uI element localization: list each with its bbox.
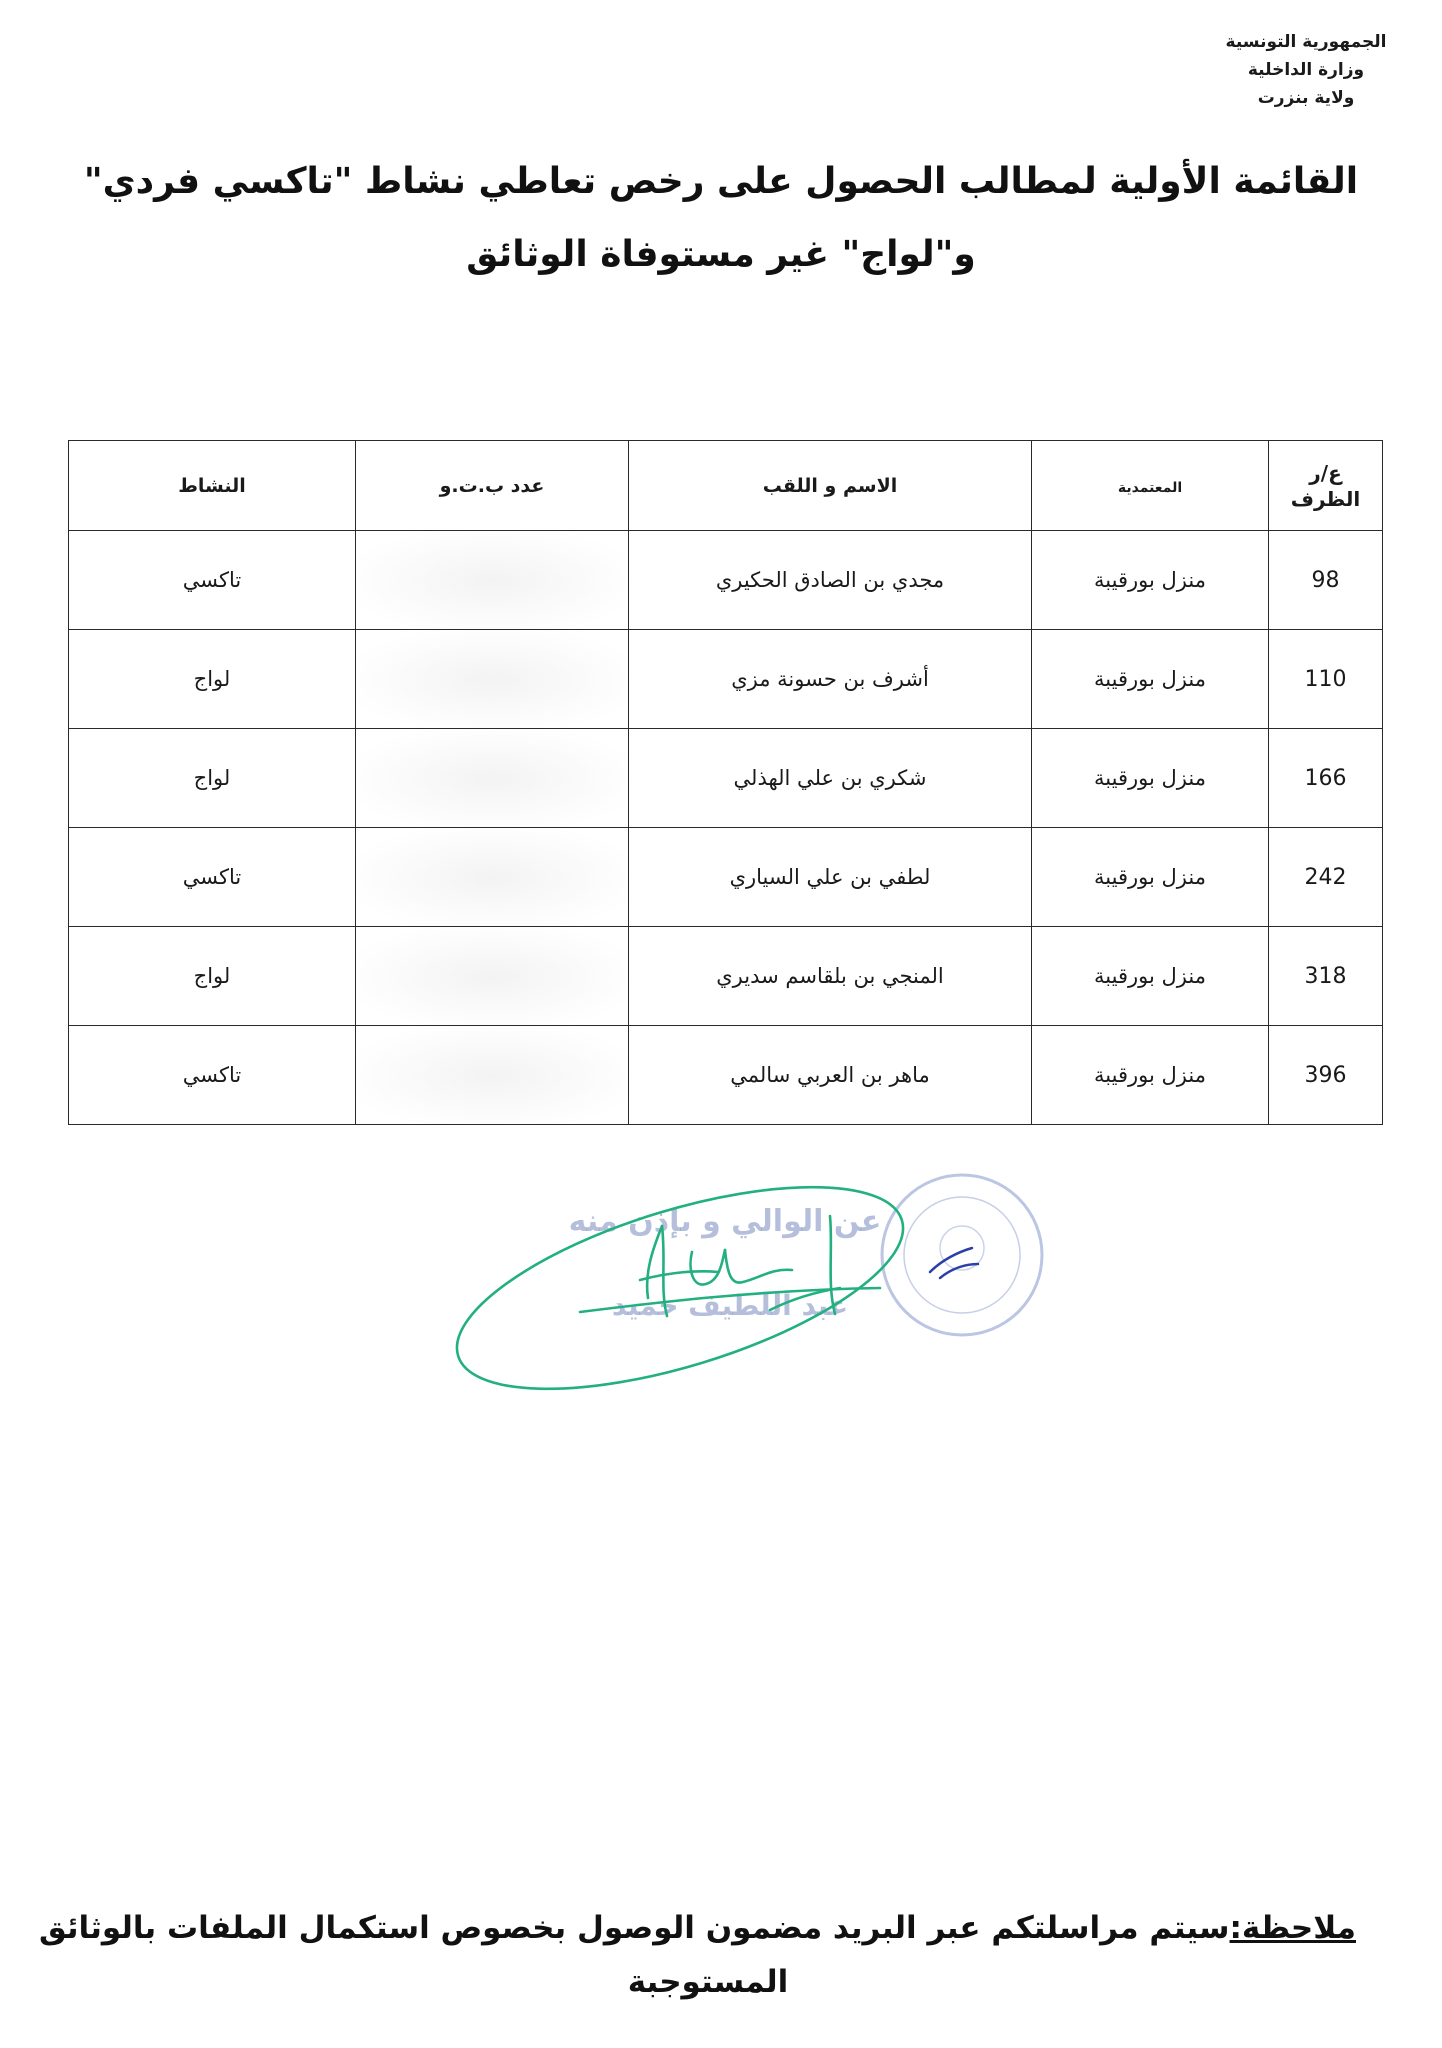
cell-envelope-number: 98: [1269, 531, 1383, 630]
cell-name: شكري بن علي الهذلي: [629, 729, 1032, 828]
cell-delegation: منزل بورقيبة: [1032, 1026, 1269, 1125]
cell-activity: لواج: [69, 927, 356, 1026]
cell-activity: تاكسي: [69, 828, 356, 927]
cell-id-redacted: [356, 927, 629, 1026]
note-label: ملاحظة:: [1229, 1910, 1356, 1946]
round-seal-icon: [882, 1175, 1042, 1335]
title-line-1: القائمة الأولية لمطالب الحصول على رخص تعاطي نشاط "تاكسي فردي": [83, 161, 1359, 202]
table-row: [69, 828, 1383, 927]
cell-delegation: منزل بورقيبة: [1032, 927, 1269, 1026]
header-name: الاسم و اللقب: [629, 441, 1032, 531]
table-row: [69, 927, 1383, 1026]
note-line-1: [38, 1901, 1356, 1955]
footer-note: [38, 1901, 1356, 2009]
header-activity: النشاط: [69, 441, 356, 531]
cell-activity: لواج: [69, 630, 356, 729]
cell-delegation: منزل بورقيبة: [1032, 828, 1269, 927]
cell-id-redacted: [356, 828, 629, 927]
cell-envelope-number: 318: [1269, 927, 1383, 1026]
governorate-name: ولاية بنزرت: [1257, 88, 1355, 108]
ministry-name: وزارة الداخلية: [1247, 60, 1365, 80]
cell-delegation: منزل بورقيبة: [1032, 531, 1269, 630]
table-header-row: [69, 441, 1383, 531]
applicants-table: [68, 440, 1383, 1125]
header-envelope-line-1: ع/ر: [1309, 460, 1342, 485]
table-row: [69, 531, 1383, 630]
cell-name: لطفي بن علي السياري: [629, 828, 1032, 927]
header-delegation-label: المعتمدية: [1117, 479, 1183, 496]
signature-and-seal: [430, 1160, 1070, 1420]
cell-id-redacted: [356, 1026, 629, 1125]
letterhead: [1196, 28, 1416, 112]
document-title: [60, 145, 1382, 291]
note-text: سيتم مراسلتكم عبر البريد مضمون الوصول بخصوص استكمال الملفات بالوثائق: [38, 1910, 1230, 1946]
stamp-line-2: عبد اللطيف حميد: [611, 1289, 849, 1322]
cell-id-redacted: [356, 630, 629, 729]
header-envelope-number: [1269, 441, 1383, 531]
cell-delegation: منزل بورقيبة: [1032, 729, 1269, 828]
table-row: [69, 1026, 1383, 1125]
cell-envelope-number: 396: [1269, 1026, 1383, 1125]
cell-activity: تاكسي: [69, 1026, 356, 1125]
cell-envelope-number: 242: [1269, 828, 1383, 927]
cell-id-redacted: [356, 729, 629, 828]
country-name: الجمهورية التونسية: [1225, 32, 1387, 52]
cell-envelope-number: 110: [1269, 630, 1383, 729]
cell-id-redacted: [356, 531, 629, 630]
note-line-2: المستوجبة: [627, 1964, 789, 2000]
cell-activity: لواج: [69, 729, 356, 828]
cell-name: المنجي بن بلقاسم سديري: [629, 927, 1032, 1026]
table-row: [69, 729, 1383, 828]
cell-name: مجدي بن الصادق الحكيري: [629, 531, 1032, 630]
title-line-2: و"لواج" غير مستوفاة الوثائق: [466, 234, 976, 275]
cell-name: ماهر بن العربي سالمي: [629, 1026, 1032, 1125]
cell-envelope-number: 166: [1269, 729, 1383, 828]
stamp-line-1: عن الوالي و بإذن منه: [568, 1204, 882, 1239]
header-envelope-line-2: الظرف: [1290, 486, 1361, 511]
handwritten-signature-icon: [435, 1160, 924, 1420]
cell-name: أشرف بن حسونة مزي: [629, 630, 1032, 729]
table-row: [69, 630, 1383, 729]
cell-activity: تاكسي: [69, 531, 356, 630]
header-id-number: عدد ب.ت.و: [356, 441, 629, 531]
header-delegation: [1032, 441, 1269, 531]
cell-delegation: منزل بورقيبة: [1032, 630, 1269, 729]
